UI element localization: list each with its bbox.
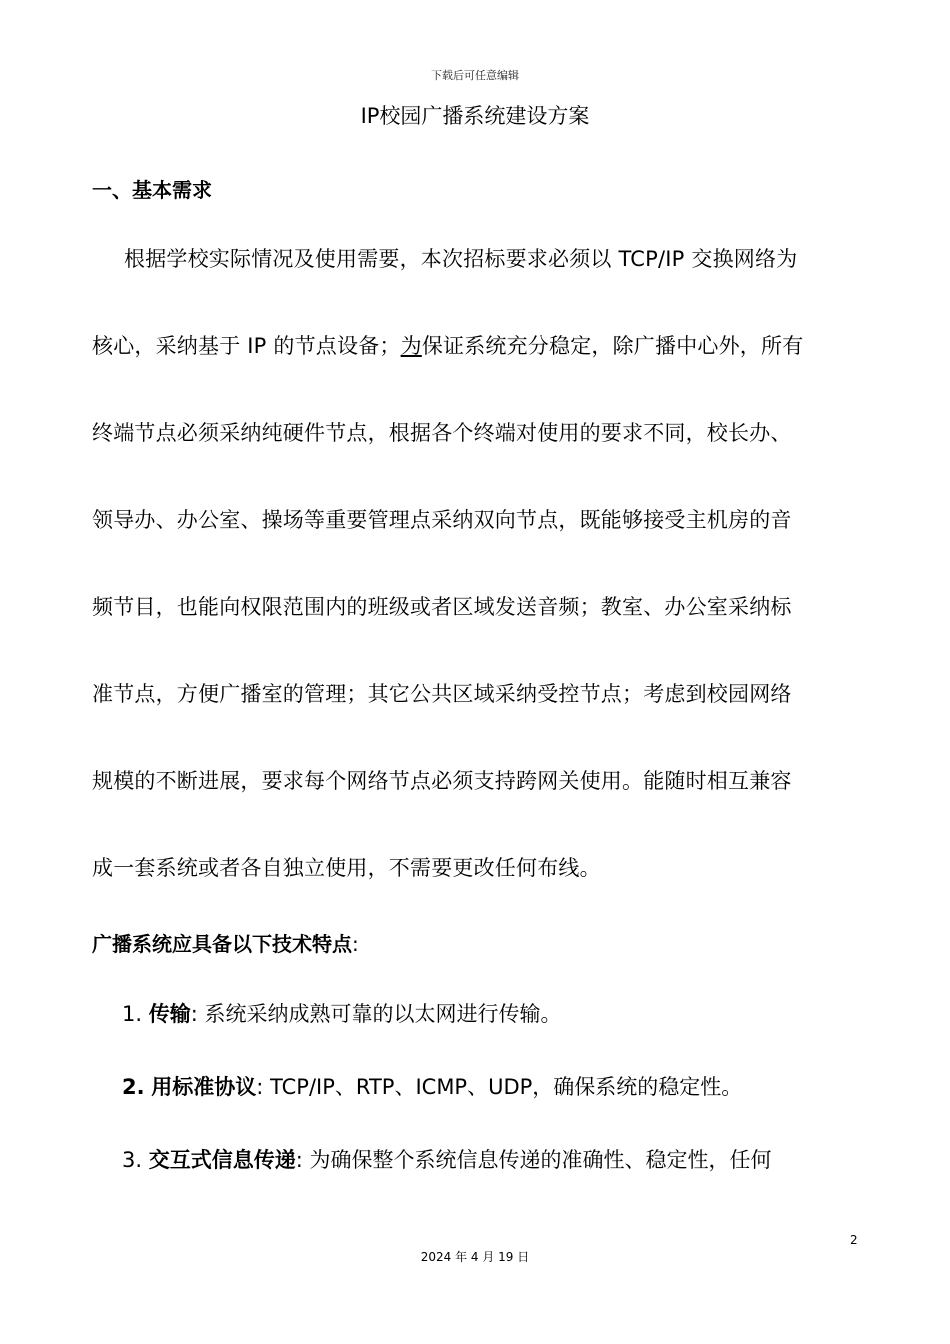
- paragraph-line-2-start: 核心，采纳基于 IP 的节点设备；: [92, 334, 401, 358]
- feature-description: TCP/IP、RTP、ICMP、UDP，确保系统的稳定性。: [270, 1075, 743, 1099]
- feature-number: 3.: [122, 1148, 143, 1172]
- feature-term: 传输: [148, 1002, 191, 1026]
- features-heading: [92, 928, 359, 957]
- feature-item: [122, 1144, 772, 1174]
- paragraph-line-4: 领导办、办公室、操场等重要管理点采纳双向节点，既能够接受主机房的音: [92, 508, 792, 532]
- feature-separator: :: [295, 1148, 303, 1172]
- paragraph-line-2-end: 保证系统充分稳定，除广播中心外，所有: [421, 334, 804, 358]
- paragraph-line-1: 根据学校实际情况及使用需要，本次招标要求必须以 TCP/IP 交换网络为: [124, 247, 798, 271]
- page-header-note: 下载后可任意编辑: [431, 69, 519, 82]
- feature-term: 用标准协议: [151, 1075, 257, 1099]
- paragraph-line-7: 规模的不断进展，要求每个网络节点必须支持跨网关使用。能随时相互兼容: [92, 769, 792, 793]
- feature-description: 为确保整个系统信息传递的准确性、稳定性，任何: [309, 1148, 772, 1172]
- feature-description: 系统采纳成熟可靠的以太网进行传输。: [204, 1002, 562, 1026]
- feature-separator: :: [190, 1002, 198, 1026]
- feature-item: [122, 998, 562, 1028]
- feature-number: 2.: [122, 1075, 145, 1099]
- paragraph-line-2: [92, 330, 803, 360]
- paragraph-line-8: 成一套系统或者各自独立使用，不需要更改任何布线。: [92, 856, 601, 880]
- paragraph-line-3: 终端节点必须采纳纯硬件节点，根据各个终端对使用的要求不同，校长办、: [92, 421, 792, 445]
- paragraph-line-6: 准节点，方便广播室的管理；其它公共区域采纳受控节点；考虑到校园网络: [92, 682, 792, 706]
- paragraph-line-5: 频节目，也能向权限范围内的班级或者区域发送音频；教室、办公室采纳标: [92, 595, 792, 619]
- features-heading-colon: :: [352, 932, 359, 956]
- feature-number: 1.: [122, 1002, 143, 1026]
- feature-item: [122, 1071, 742, 1101]
- feature-term: 交互式信息传递: [148, 1148, 296, 1172]
- underlined-word: 为: [400, 334, 422, 358]
- section-heading-basic-requirements: 一、基本需求: [92, 178, 212, 202]
- features-heading-text: 广播系统应具备以下技术特点: [92, 932, 352, 956]
- feature-separator: :: [256, 1075, 264, 1099]
- document-title: IP校园广播系统建设方案: [360, 104, 590, 128]
- footer-date: 2024 年 4 月 19 日: [420, 1250, 530, 1264]
- page-number: 2: [850, 1233, 858, 1247]
